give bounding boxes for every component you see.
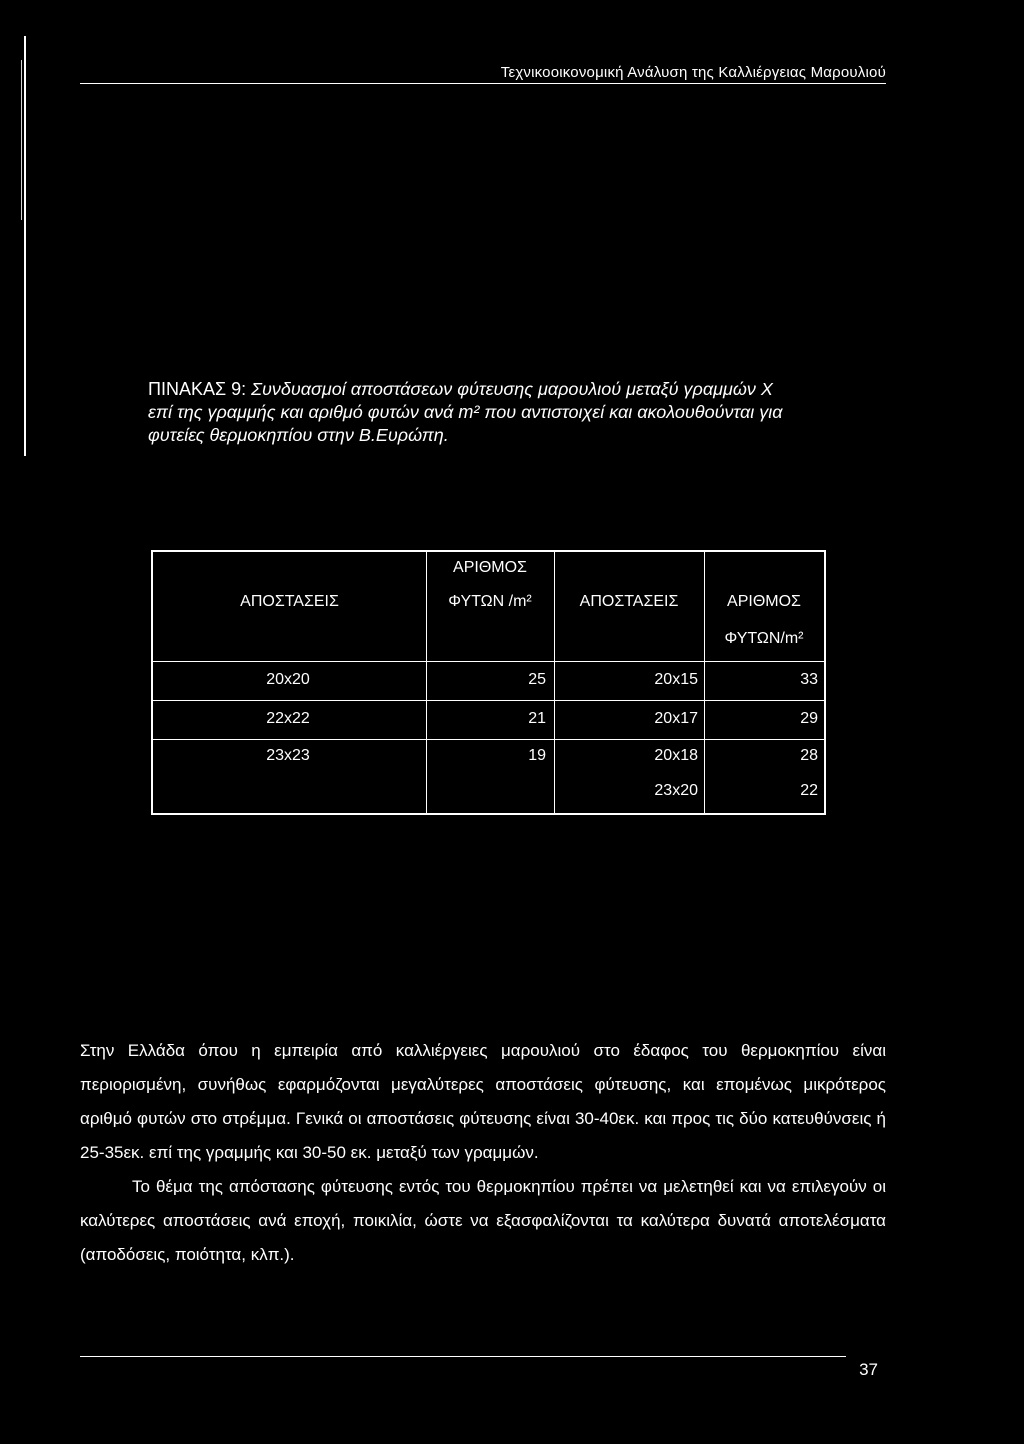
body-paragraph: Το θέμα της απόστασης φύτευσης εντός του θερμοκηπίου πρέπει να μελετηθεί και να επιλεγούν οι καλύτερες αποστάσεις ανά εποχή, ποικιλία, ώστε να εξασφαλίζονται τα καλύτερα δυνατά αποτελέσματα (αποδόσεις, ποιότητα, κλπ.). <box>80 1177 886 1264</box>
table-row-divider <box>153 700 824 701</box>
body-paragraph: Στην Ελλάδα όπου η εμπειρία από καλλιέργειες μαρουλιού στο έδαφος του θερμοκηπίου είναι περιορισμένη, συνήθως εφαρμόζονται μεγαλύτερες αποστάσεις φύτευσης, και επομένως μικρότερος αριθμό φυτών στο στρέμμα. Γενικά οι αποστάσεις φύτευσης είναι 30-40εκ. και προς τις δύο κατευθύνσεις ή 25-35εκ. επί της γραμμής και 30-50 εκ. μεταξύ των γραμμών. <box>80 1041 886 1162</box>
table-cell-distance: 20x20 <box>266 671 310 688</box>
table-cell-plants: 22 <box>800 782 818 799</box>
table-cell-plants: 29 <box>800 710 818 727</box>
footer-rule <box>80 1356 846 1357</box>
table-cell-distance: 23x23 <box>266 747 310 764</box>
table-header-plants-line1: ΑΡΙΘΜΟΣ <box>453 559 527 576</box>
table-header-plants-2-line1: ΑΡΙΘΜΟΣ <box>727 593 801 610</box>
table-cell-plants: 33 <box>800 671 818 688</box>
table-header-distances-2: ΑΠΟΣΤΑΣΕΙΣ <box>579 593 679 610</box>
table-row-divider <box>153 661 824 662</box>
table-caption-text: Συνδυασμοί αποστάσεων φύτευσης μαρουλιού μεταξύ γραμμών Χ επί της γραμμής και αριθμό φυτών ανά m² που αντιστοιχεί και ακολουθούνται για φυτείες θερμοκηπίου στην Β.Ευρώπη. <box>148 379 783 445</box>
table-cell-distance: 23x20 <box>654 782 698 799</box>
table-cell-distance: 20x15 <box>654 671 698 688</box>
page-number: 37 <box>859 1360 878 1379</box>
scan-edge-line-thin <box>21 60 22 220</box>
table-caption <box>148 378 788 447</box>
body-text <box>80 1034 886 1272</box>
table-cell-distance: 20x18 <box>654 747 698 764</box>
table-cell-plants: 28 <box>800 747 818 764</box>
table-cell-distance: 20x17 <box>654 710 698 727</box>
table-cell-plants: 25 <box>528 671 546 688</box>
table-row-divider <box>153 739 824 740</box>
table-cell-distance: 22x22 <box>266 710 310 727</box>
table-caption-label: ΠΙΝΑΚΑΣ 9: <box>148 379 247 399</box>
table-header-distances: ΑΠΟΣΤΑΣΕΙΣ <box>240 593 339 610</box>
table-header-plants-2-line2: ΦΥΤΩΝ/m² <box>724 630 804 647</box>
scan-edge-line <box>24 36 26 456</box>
spacing-table <box>151 550 826 815</box>
table-cell-plants: 21 <box>528 710 546 727</box>
table-header-plants-line2: ΦΥΤΩΝ /m² <box>448 593 532 610</box>
table-cell-plants: 19 <box>528 747 546 764</box>
running-header: Τεχνικοοικονομική Ανάλυση της Καλλιέργειας Μαρουλιού <box>80 64 886 84</box>
